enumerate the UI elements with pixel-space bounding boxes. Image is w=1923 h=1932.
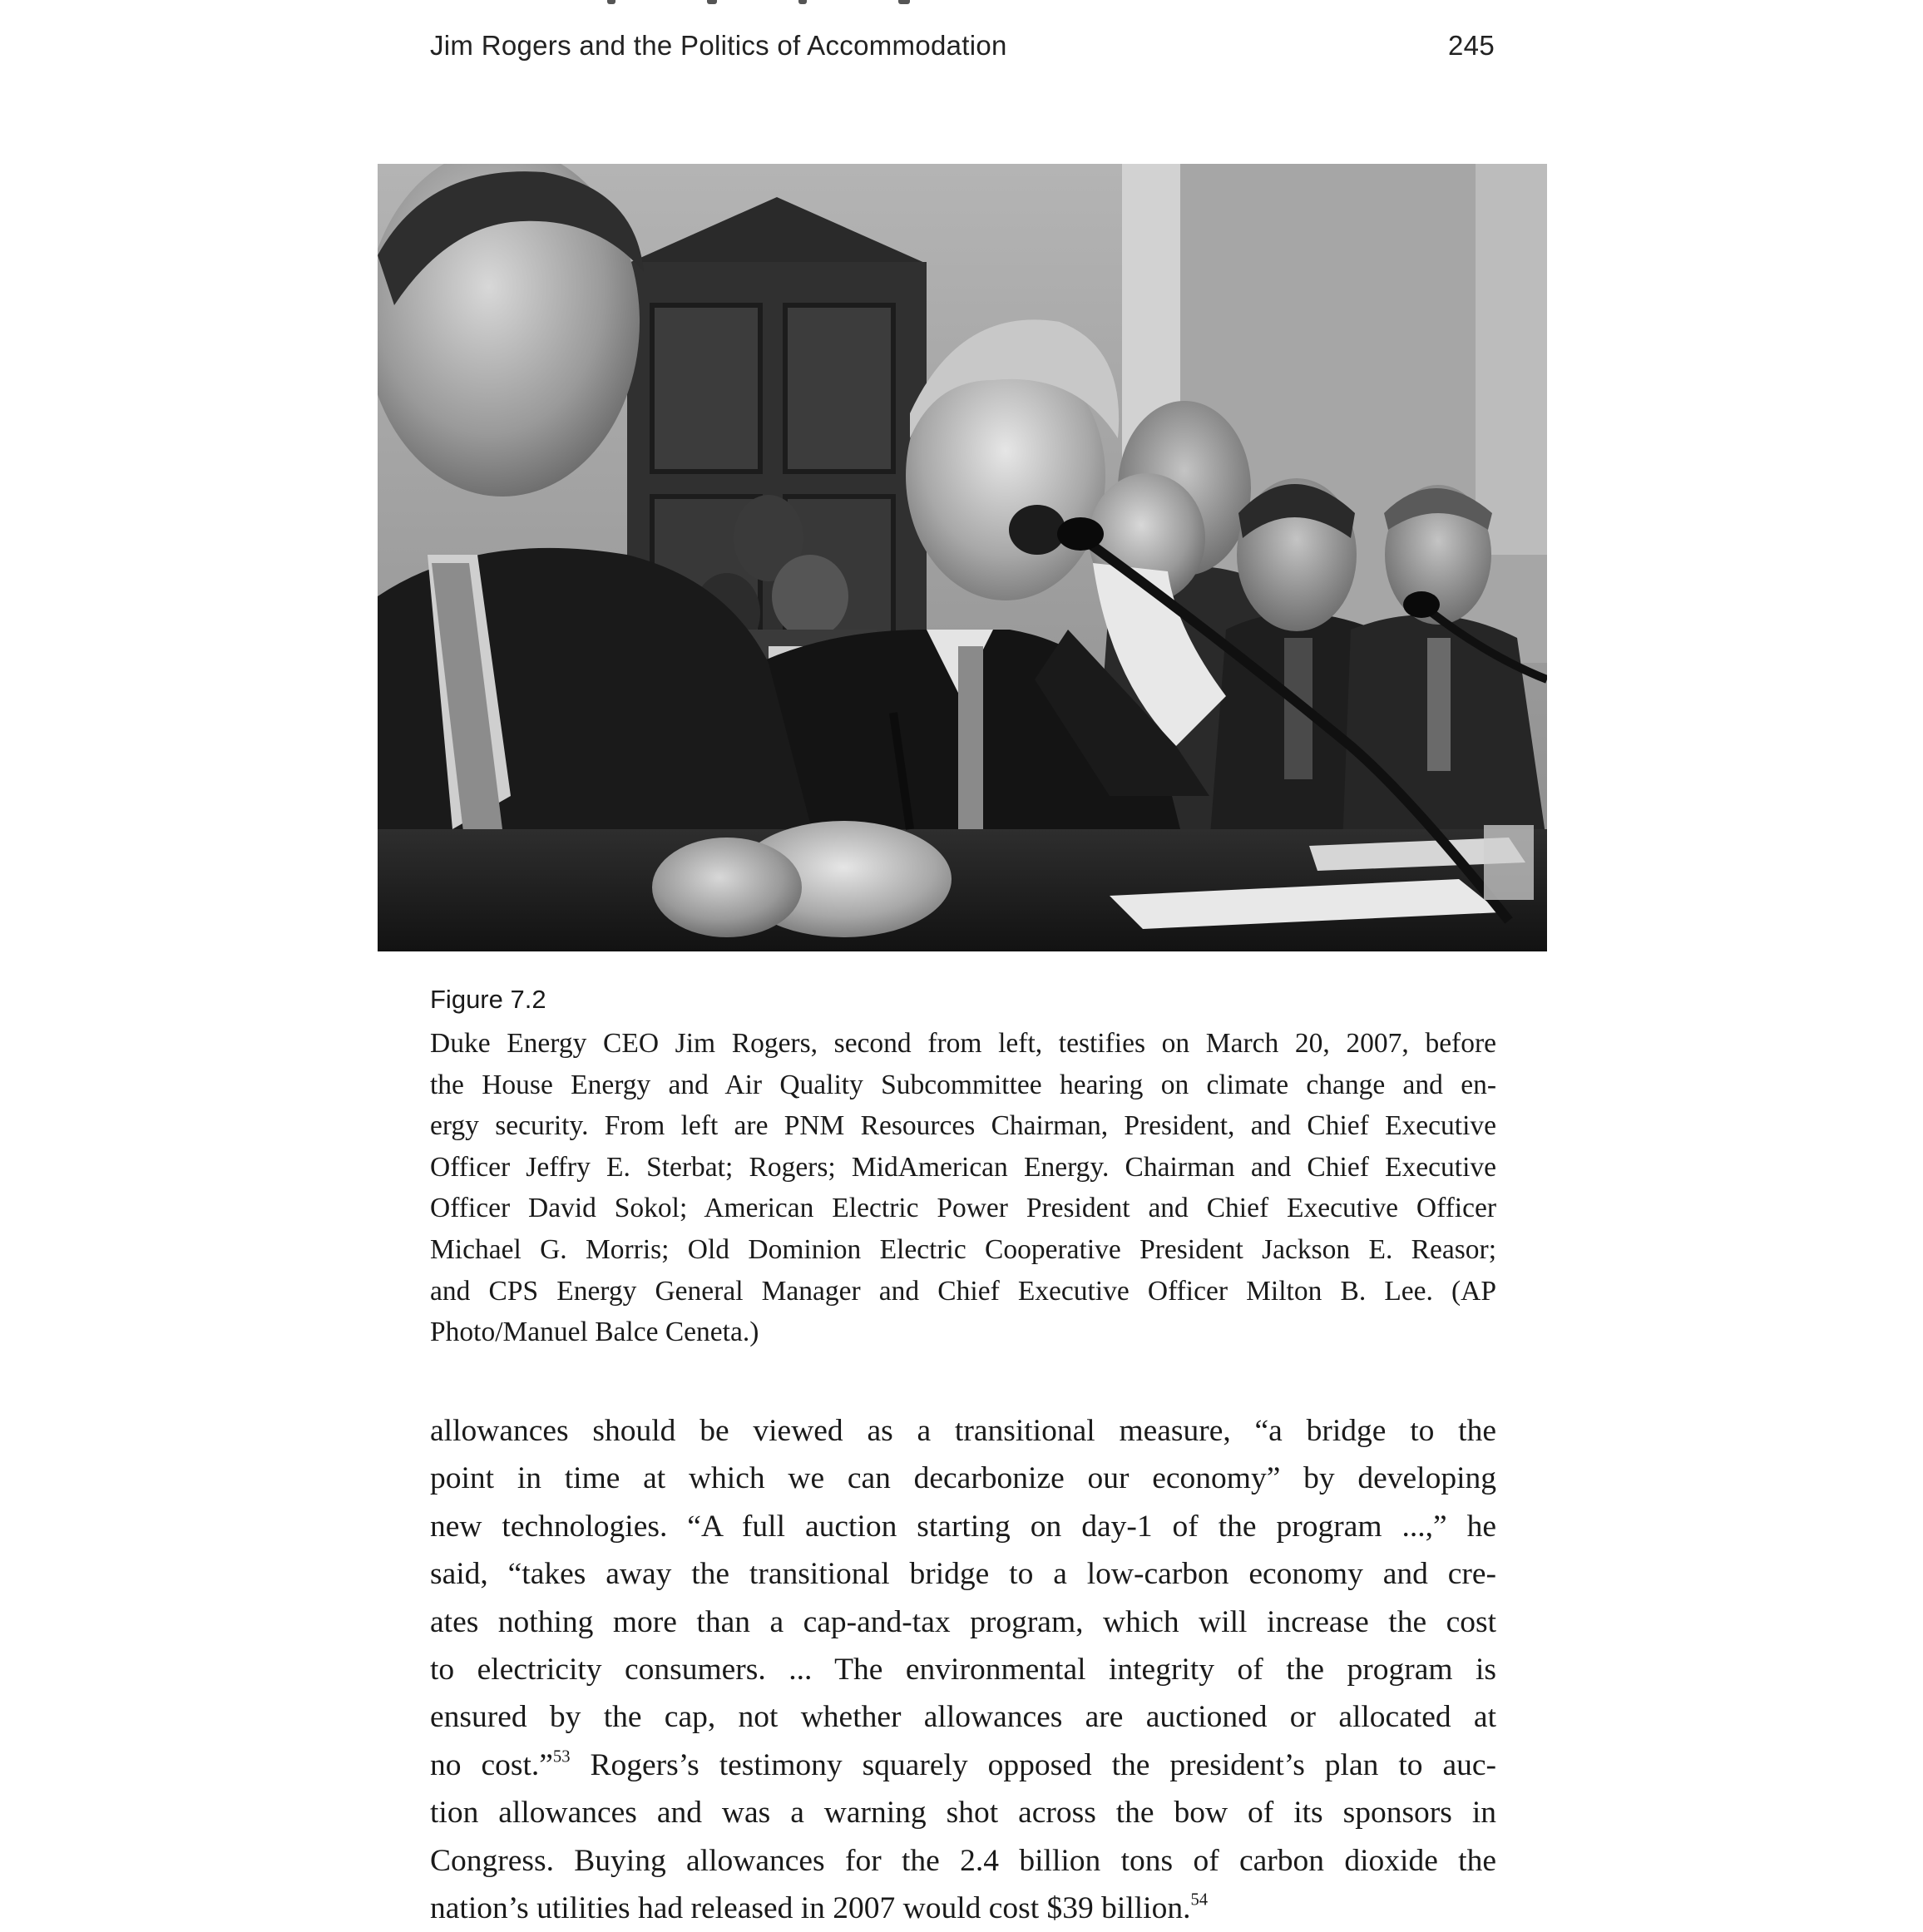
figure-label: Figure 7.2 xyxy=(430,985,546,1014)
caption-line: Duke Energy CEO Jim Rogers, second from left, testifies on March 20, 2007, before xyxy=(430,1028,1496,1059)
body-line: Congress. Buying allowances for the 2.4 billion tons of carbon dioxide the xyxy=(430,1843,1496,1878)
body-text-segment: Rogers’s testimony squarely opposed the president’s plan to auc- xyxy=(570,1747,1496,1782)
caption-line: the House Energy and Air Quality Subcommittee hearing on climate change and en- xyxy=(430,1069,1496,1100)
caption-line: ergy security. From left are PNM Resources Chairman, President, and Chief Executive xyxy=(430,1110,1496,1142)
caption-line: and CPS Energy General Manager and Chief Executive Officer Milton B. Lee. (AP xyxy=(430,1275,1496,1307)
caption-line: Michael G. Morris; Old Dominion Electric Cooperative President Jackson E. Reasor; xyxy=(430,1233,1496,1265)
body-line xyxy=(430,1742,1496,1789)
previous-page-text-fragment xyxy=(433,0,932,5)
caption-line: Officer Jeffry E. Sterbat; Rogers; MidAmerican Energy. Chairman and Chief Executive xyxy=(430,1151,1496,1183)
running-head xyxy=(430,30,1495,62)
body-line: ensured by the cap, not whether allowances are auctioned or allocated at xyxy=(430,1700,1496,1735)
figure-photo xyxy=(378,164,1547,951)
body-line: ates nothing more than a cap-and-tax program, which will increase the cost xyxy=(430,1604,1496,1639)
figure-caption xyxy=(430,1023,1496,1353)
body-line: allowances should be viewed as a transitional measure, “a bridge to the xyxy=(430,1414,1496,1448)
body-line: tion allowances and was a warning shot across the bow of its sponsors in xyxy=(430,1796,1496,1831)
body-line: point in time at which we can decarbonize our economy” by developing xyxy=(430,1461,1496,1496)
body-line xyxy=(430,1885,1496,1932)
caption-line: Photo/Manuel Balce Ceneta.) xyxy=(430,1317,759,1348)
body-line: said, “takes away the transitional bridge to a low-carbon economy and cre- xyxy=(430,1557,1496,1592)
body-line: new technologies. “A full auction starting on day-1 of the program ...,” he xyxy=(430,1509,1496,1544)
body-line: to electricity consumers. ... The environmental integrity of the program is xyxy=(430,1653,1496,1687)
footnote-reference-54[interactable]: 54 xyxy=(1190,1890,1209,1910)
body-paragraph xyxy=(430,1407,1496,1932)
body-text-segment: no cost.” xyxy=(430,1747,553,1782)
body-text-segment: nation’s utilities had released in 2007 would cost $39 billion. xyxy=(430,1891,1191,1926)
photo-congressional-hearing-icon xyxy=(378,164,1547,951)
page-number: 245 xyxy=(1448,30,1495,61)
footnote-reference-53[interactable]: 53 xyxy=(552,1747,571,1766)
running-head-title: Jim Rogers and the Politics of Accommodation xyxy=(430,30,1007,61)
caption-line: Officer David Sokol; American Electric Power President and Chief Executive Officer xyxy=(430,1193,1496,1224)
